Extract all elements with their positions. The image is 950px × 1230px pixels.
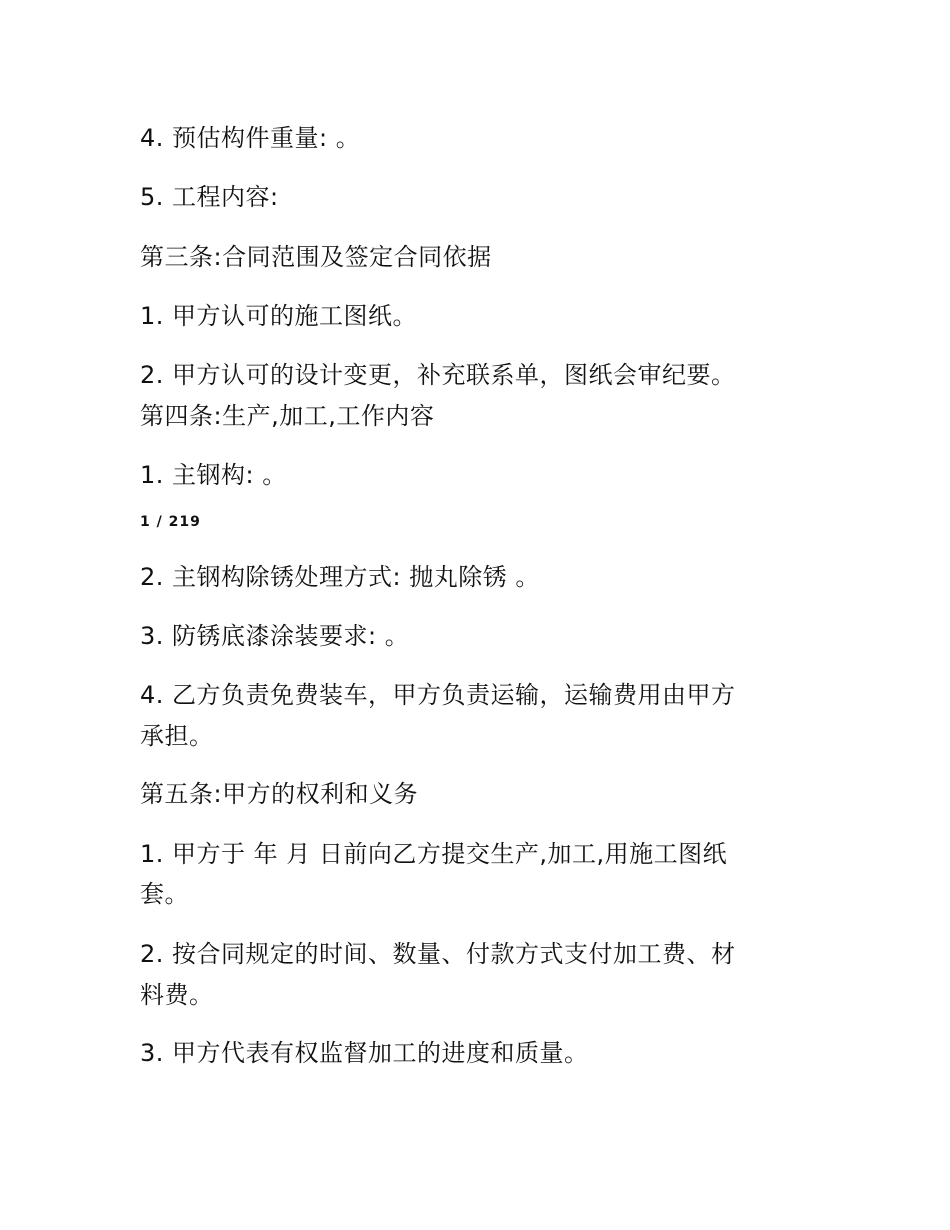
text-line: 4. 预估构件重量: 。 bbox=[140, 124, 361, 152]
section-heading: 第五条:甲方的权利和义务 bbox=[140, 780, 419, 808]
text-line: 3. 防锈底漆涂装要求: 。 bbox=[140, 622, 410, 650]
text-line: 3. 甲方代表有权监督加工的进度和质量。 bbox=[140, 1039, 589, 1067]
text-line: 2. 主钢构除锈处理方式: 抛丸除锈 。 bbox=[140, 563, 540, 591]
text-line: 2. 甲方认可的设计变更，补充联系单，图纸会审纪要。 bbox=[140, 361, 736, 389]
text-line: 4. 乙方负责免费装车，甲方负责运输，运输费用由甲方 bbox=[140, 681, 736, 709]
page-number: 1 / 219 bbox=[140, 514, 201, 530]
text-line: 5. 工程内容: bbox=[140, 183, 279, 211]
section-heading: 第四条:生产,加工,工作内容 bbox=[140, 402, 435, 430]
section-heading: 第三条:合同范围及签定合同依据 bbox=[140, 243, 492, 271]
text-line: 料费。 bbox=[140, 981, 214, 1009]
text-line: 承担。 bbox=[140, 722, 214, 750]
text-line: 套。 bbox=[140, 880, 189, 908]
text-line: 1. 主钢构: 。 bbox=[140, 461, 287, 489]
text-line: 1. 甲方于 年 月 日前向乙方提交生产,加工,用施工图纸 bbox=[140, 840, 728, 868]
text-line: 2. 按合同规定的时间、数量、付款方式支付加工费、材 bbox=[140, 940, 736, 968]
text-line: 1. 甲方认可的施工图纸。 bbox=[140, 302, 418, 330]
